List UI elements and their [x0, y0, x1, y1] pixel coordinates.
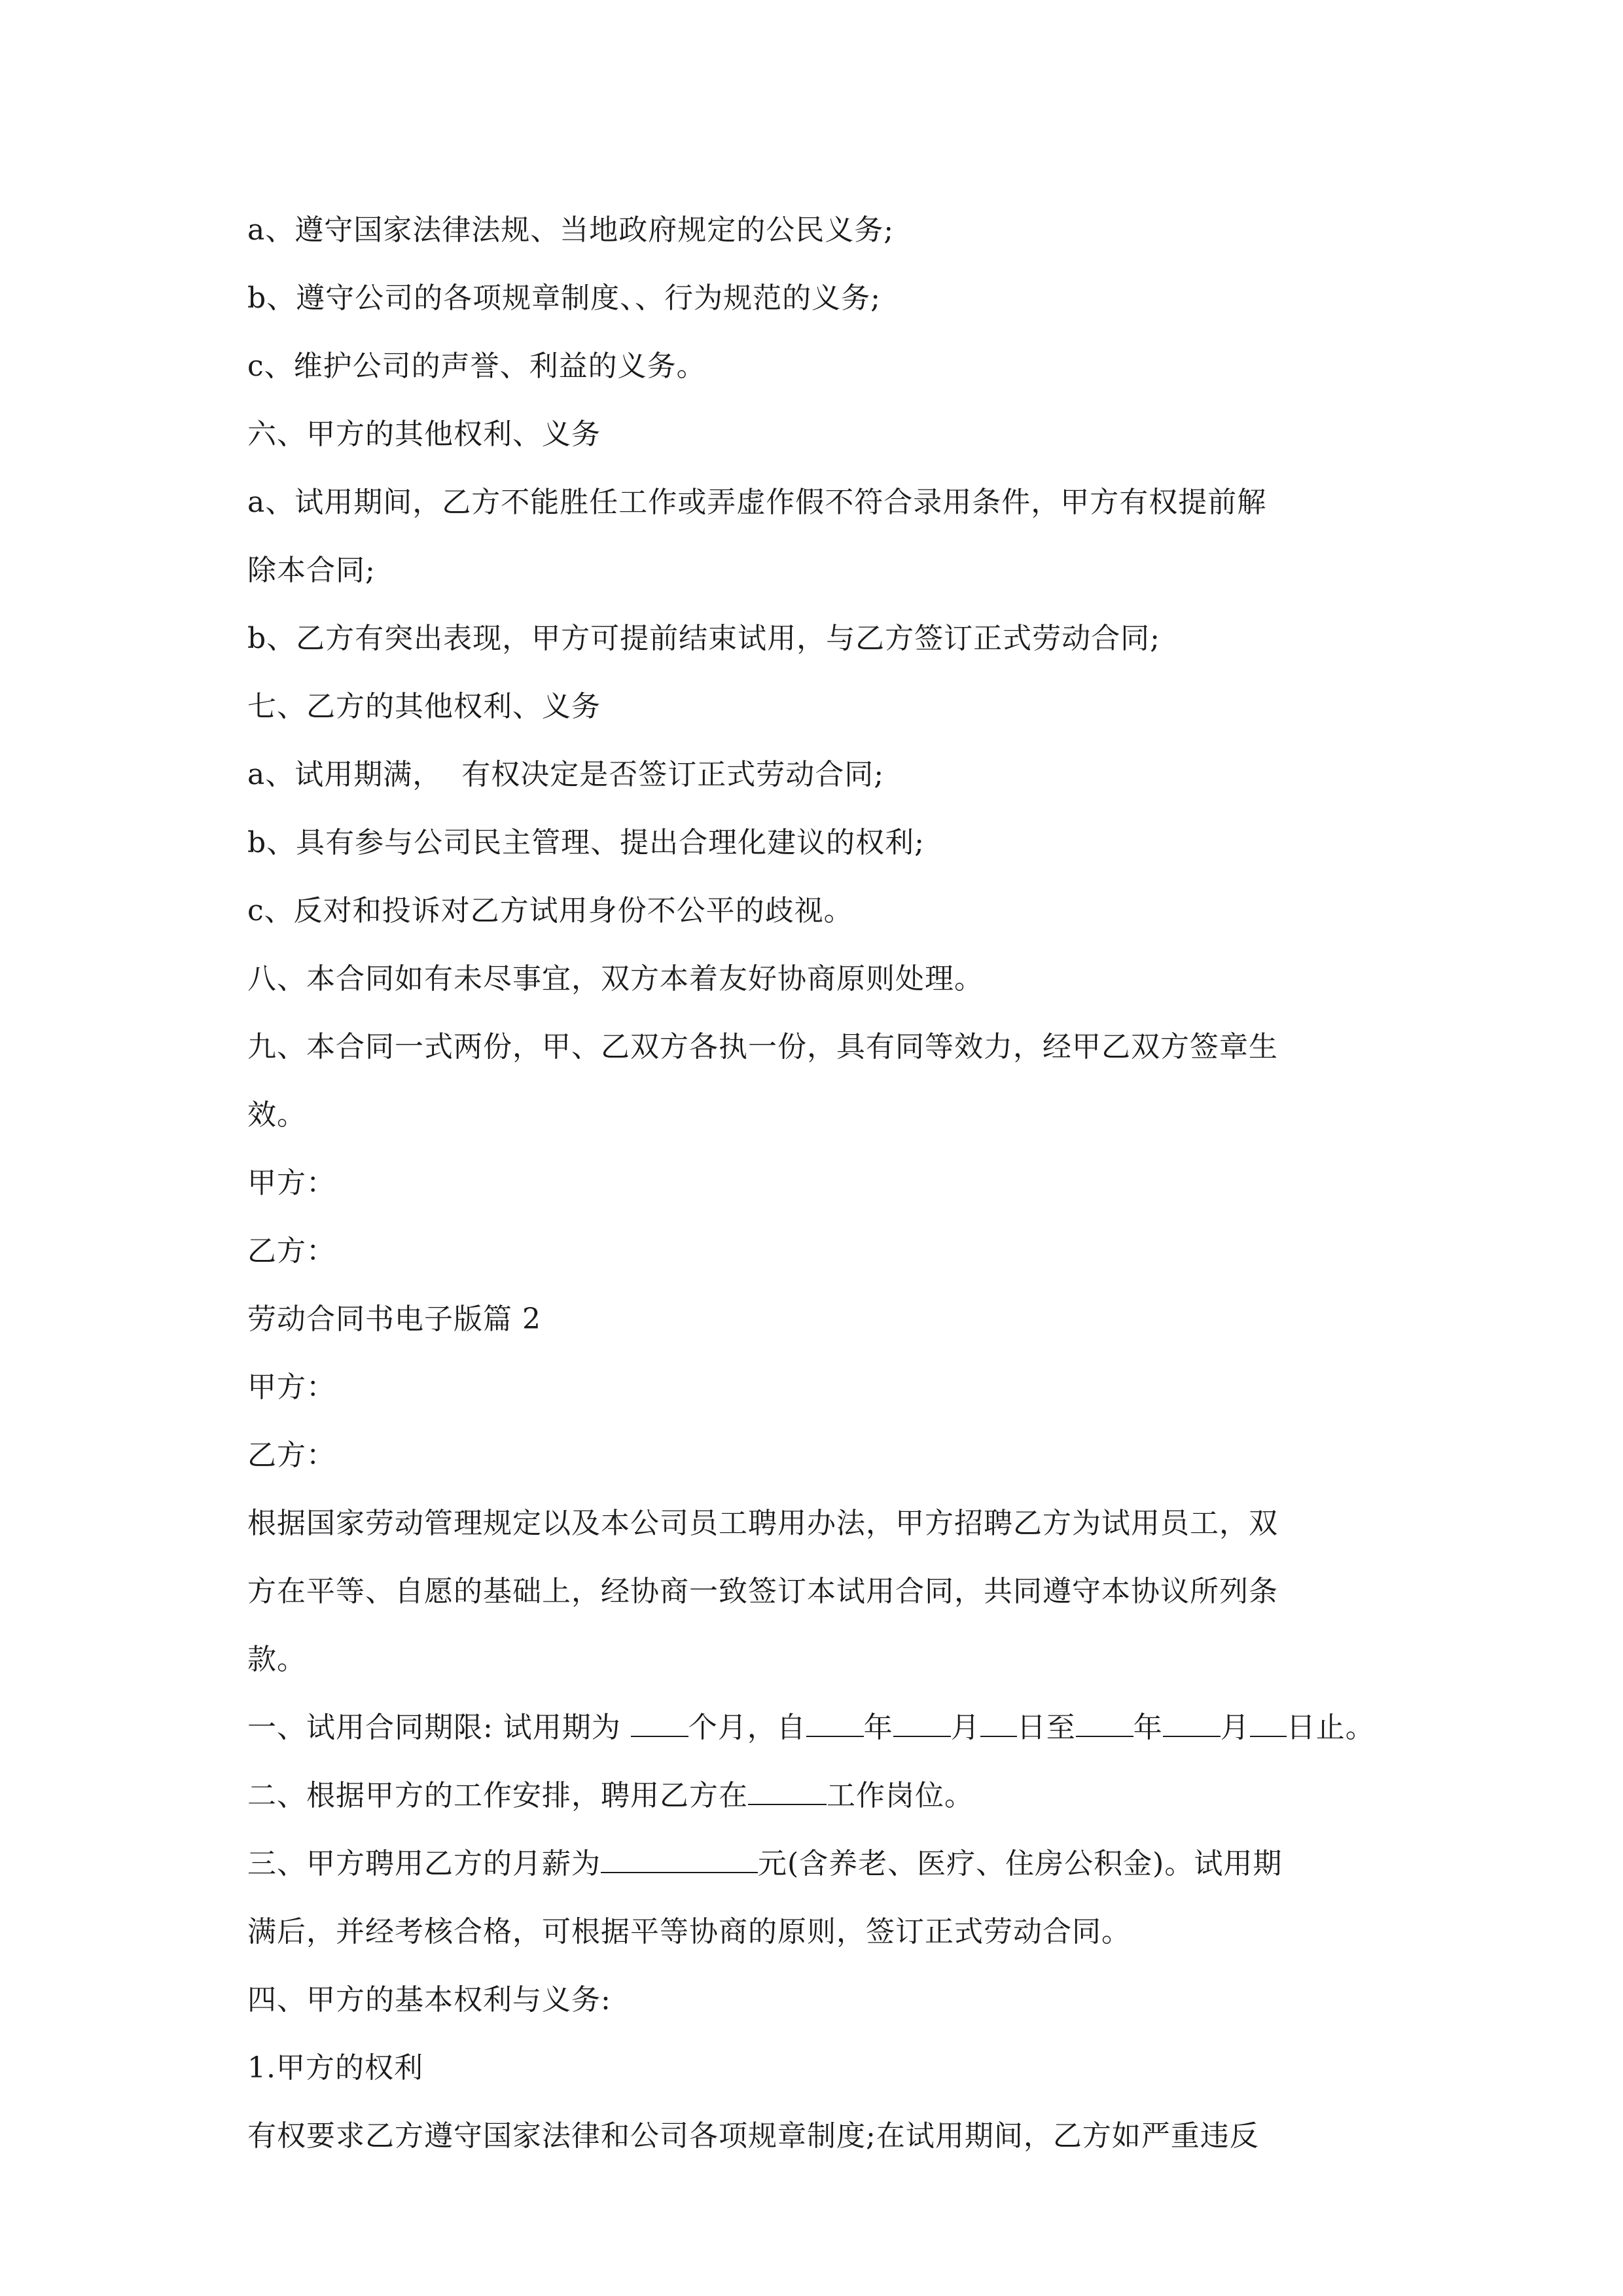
post-prefix: 二、根据甲方的工作安排，聘用乙方在 [247, 1779, 748, 1812]
party-b-label: 乙方： [247, 1439, 336, 1472]
end-year-blank [1076, 1711, 1133, 1737]
section-heading: 八、本合同如有未尽事宜，双方本着友好协商原则处理。 [247, 962, 984, 996]
end-month-blank [1163, 1711, 1221, 1737]
term-text: 日止。 [1286, 1711, 1375, 1744]
start-month-blank [893, 1711, 951, 1737]
post-line [247, 1762, 1386, 1830]
end-day-blank [1250, 1711, 1287, 1737]
salary-suffix: 元(含养老、医疗、住房公积金)。试用期 [758, 1847, 1283, 1880]
start-day-blank [980, 1711, 1017, 1737]
term-text: 月 [1220, 1711, 1250, 1744]
text-line: 方在平等、自愿的基础上，经协商一致签订本试用合同，共同遵守本协议所列条 [247, 1575, 1278, 1608]
term-text: 月 [950, 1711, 980, 1744]
text-line: 有权要求乙方遵守国家法律和公司各项规章制度;在试用期间，乙方如严重违反 [247, 2119, 1259, 2153]
text-line: b、遵守公司的各项规章制度、、行为规范的义务; [247, 281, 881, 315]
salary-blank [601, 1847, 758, 1873]
section-heading: 七、乙方的其他权利、义务 [247, 690, 601, 723]
term-text: 年 [863, 1711, 893, 1744]
text-line: 款。 [247, 1643, 306, 1676]
start-year-blank [806, 1711, 864, 1737]
term-text: 个月，自 [688, 1711, 806, 1744]
section-heading: 九、本合同一式两份，甲、乙双方各执一份，具有同等效力，经甲乙双方签章生 [247, 1030, 1278, 1064]
text-line: 除本合同; [247, 554, 376, 587]
text-line: a、试用期间，乙方不能胜任工作或弄虚作假不符合录用条件，甲方有权提前解 [247, 486, 1267, 519]
term-prefix: 一、试用合同期限: 试用期为 [247, 1711, 631, 1744]
chapter-title: 劳动合同书电子版篇 2 [247, 1302, 541, 1336]
text-line: b、乙方有突出表现，甲方可提前结束试用，与乙方签订正式劳动合同; [247, 622, 1160, 655]
text-line: 满后，并经考核合格，可根据平等协商的原则，签订正式劳动合同。 [247, 1915, 1131, 1948]
text-line: b、具有参与公司民主管理、提出合理化建议的权利; [247, 826, 925, 859]
text-line: c、维护公司的声誉、利益的义务。 [247, 350, 706, 383]
party-a-label: 甲方： [247, 1166, 336, 1200]
text-line: c、反对和投诉对乙方试用身份不公平的歧视。 [247, 894, 853, 927]
document-body [247, 196, 1386, 2170]
post-blank [748, 1779, 827, 1805]
text-line: a、遵守国家法律法规、当地政府规定的公民义务; [247, 213, 895, 247]
salary-prefix: 三、甲方聘用乙方的月薪为 [247, 1847, 601, 1880]
text-line: 效。 [247, 1098, 306, 1132]
text-line: a、试用期满， 有权决定是否签订正式劳动合同; [247, 758, 885, 791]
term-line [247, 1694, 1386, 1762]
section-heading: 四、甲方的基本权利与义务: [247, 1983, 611, 2017]
party-a-label: 甲方： [247, 1371, 336, 1404]
party-b-label: 乙方： [247, 1234, 336, 1268]
subsection-heading: 1.甲方的权利 [247, 2051, 423, 2085]
post-suffix: 工作岗位。 [827, 1779, 974, 1812]
section-heading: 六、甲方的其他权利、义务 [247, 418, 601, 451]
text-line: 根据国家劳动管理规定以及本公司员工聘用办法，甲方招聘乙方为试用员工，双 [247, 1507, 1278, 1540]
salary-line [247, 1830, 1386, 1898]
term-text: 日至 [1016, 1711, 1076, 1744]
months-blank [631, 1711, 688, 1737]
term-text: 年 [1133, 1711, 1163, 1744]
